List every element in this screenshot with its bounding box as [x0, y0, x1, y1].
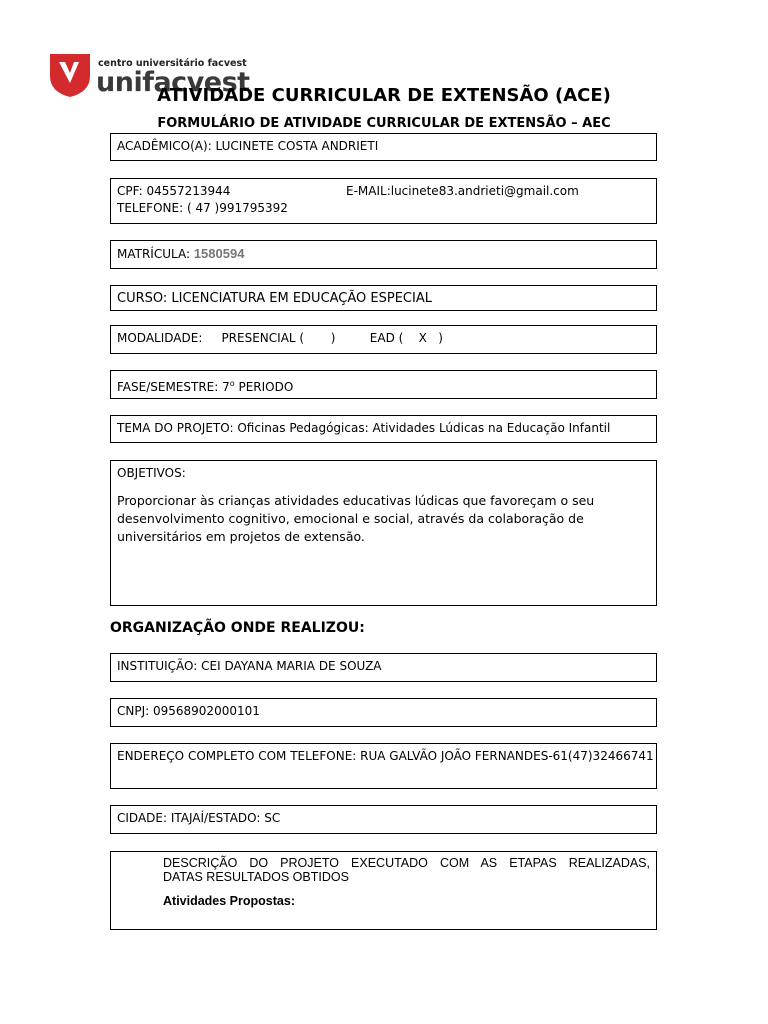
atividades-propostas-label: Atividades Propostas: — [163, 894, 295, 908]
fase-text: FASE/SEMESTRE: 7 — [117, 380, 230, 394]
fase-ordinal: o — [229, 379, 235, 388]
page-title: ATIVIDADE CURRICULAR DE EXTENSÃO (ACE) — [157, 85, 611, 106]
logo-wordmark: unifacvest — [96, 67, 250, 98]
email-text: E-MAIL:lucinete83.andrieti@gmail.com — [346, 184, 579, 198]
modalidade-text: MODALIDADE: PRESENCIAL ( ) EAD ( X ) — [117, 331, 443, 345]
contact-field — [110, 178, 657, 224]
objetivos-label: OBJETIVOS: — [117, 466, 186, 480]
logo-tagline: centro universitário facvest — [98, 58, 247, 69]
cnpj-text: CNPJ: 09568902000101 — [117, 704, 260, 718]
form-subtitle: FORMULÁRIO DE ATIVIDADE CURRICULAR DE EXTENSÃO – AEC — [157, 116, 611, 131]
telefone-text: TELEFONE: ( 47 )991795392 — [117, 201, 288, 215]
objetivos-field — [110, 460, 657, 606]
descricao-title-line2: DATAS RESULTADOS OBTIDOS — [163, 870, 349, 884]
cnpj-field — [110, 698, 657, 727]
organizacao-heading: ORGANIZAÇÃO ONDE REALIZOU: — [110, 620, 365, 636]
academico-text: ACADÊMICO(A): LUCINETE COSTA ANDRIETI — [117, 139, 379, 153]
curso-field — [110, 285, 657, 311]
modalidade-field — [110, 325, 657, 354]
endereco-field — [110, 743, 657, 789]
matricula-field — [110, 240, 657, 269]
descricao-title: DESCRIÇÃO DO PROJETO EXECUTADO COM AS ETAPAS REALIZADAS, — [163, 856, 650, 870]
instituicao-field — [110, 653, 657, 682]
fase-field — [110, 370, 657, 399]
tema-field — [110, 415, 657, 443]
curso-text: CURSO: LICENCIATURA EM EDUCAÇÃO ESPECIAL — [117, 291, 432, 306]
tema-text: TEMA DO PROJETO: Oficinas Pedagógicas: Atividades Lúdicas na Educação Infantil — [117, 421, 611, 435]
objetivos-text: Proporcionar às crianças atividades educativas lúdicas que favoreçam o seu desenvolvimento cognitivo, emocional e social, através da colaboração de universitários em projetos de extensão. — [117, 493, 595, 544]
cidade-field — [110, 805, 657, 834]
descricao-field — [110, 851, 657, 930]
matricula-label: MATRÍCULA: — [117, 247, 194, 261]
cidade-text: CIDADE: ITAJAÍ/ESTADO: SC — [117, 811, 281, 825]
cpf-text: CPF: 04557213944 — [117, 184, 231, 198]
matricula-value: 1580594 — [193, 246, 245, 261]
fase-suffix: PERIODO — [234, 380, 294, 394]
academico-field — [110, 133, 657, 161]
endereco-text: ENDEREÇO COMPLETO COM TELEFONE: RUA GALVÃO JOÃO FERNANDES-61(47)32466741 — [117, 749, 654, 763]
instituicao-text: INSTITUIÇÃO: CEI DAYANA MARIA DE SOUZA — [117, 659, 382, 673]
